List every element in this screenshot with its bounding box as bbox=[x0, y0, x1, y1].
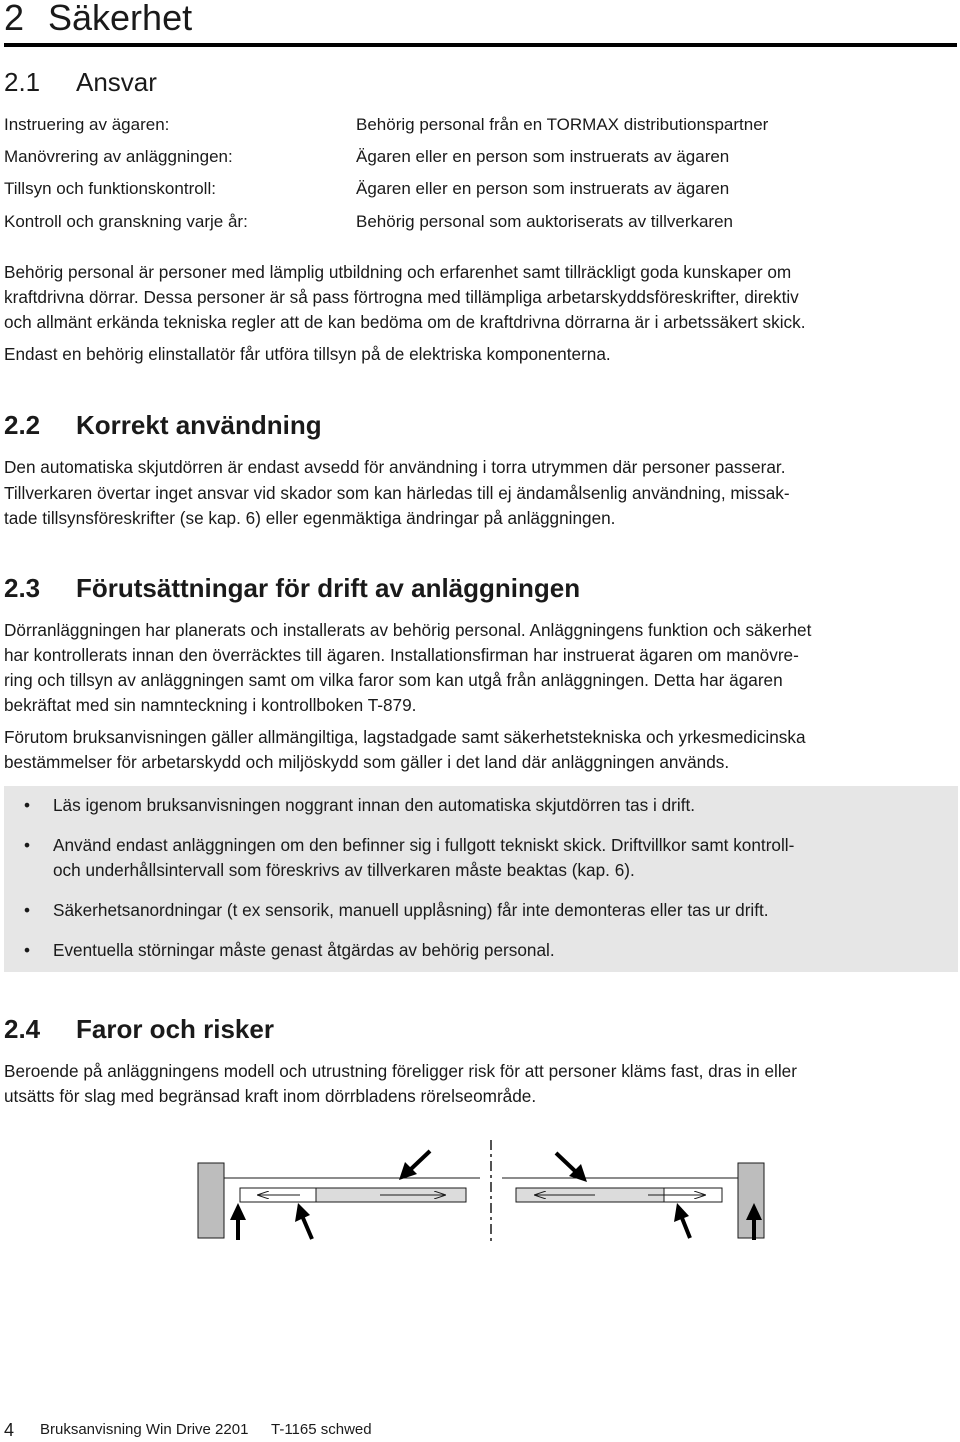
responsibility-row bbox=[4, 176, 960, 202]
chapter-rule bbox=[4, 43, 957, 47]
responsibility-label: Kontroll och granskning varje år: bbox=[4, 212, 248, 231]
chapter-title bbox=[4, 0, 192, 44]
paragraph-line: och allmänt erkända tekniska regler att de kan bedöma om de kraftdrivna dörrarna är i arbetssäkert skick. bbox=[4, 312, 806, 332]
bullet-dot: • bbox=[24, 795, 31, 815]
paragraph-line: bestämmelser för arbetarskydd och miljöskydd som gäller i det land där anläggningen används. bbox=[4, 752, 730, 772]
hazard-arrow-down-left-closing-edge bbox=[399, 1151, 430, 1180]
list-item-text: och underhållsintervall som föreskrivs av tillverkaren måste beaktas (kap. 6). bbox=[53, 860, 635, 880]
hazard-arrow-up-left-leaf bbox=[295, 1203, 312, 1239]
paragraph-line: Beroende på anläggningens modell och utrustning föreligger risk för att personer kläms fast, dras in eller bbox=[4, 1061, 797, 1081]
section-2-1-heading bbox=[4, 64, 157, 100]
chapter-title-text: Säkerhet bbox=[48, 0, 193, 38]
section-title: Ansvar bbox=[76, 67, 157, 97]
paragraph-line: Förutom bruksanvisningen gäller allmängiltiga, lagstadgade samt säkerhetstekniska och yrkesmedicinska bbox=[4, 727, 806, 747]
footer-document-code: T-1165 schwed bbox=[271, 1421, 372, 1438]
responsibility-value: Behörig personal från en TORMAX distributionspartner bbox=[356, 115, 769, 134]
paragraph-line: utsätts för slag med begränsad kraft inom dörrbladens rörelseområde. bbox=[4, 1086, 537, 1106]
page-number: 4 bbox=[4, 1420, 15, 1440]
bullet-dot: • bbox=[24, 835, 31, 855]
safety-notes-box bbox=[4, 786, 958, 972]
paragraph-line: Dörranläggningen har planerats och installerats av behörig personal. Anläggningens funktion och säkerhet bbox=[4, 620, 812, 640]
responsibility-value: Ägaren eller en person som instruerats av ägaren bbox=[356, 147, 730, 166]
chapter-number: 2 bbox=[4, 0, 25, 38]
section-number: 2.4 bbox=[4, 1014, 41, 1044]
hazard-arrow-up-right-leaf bbox=[674, 1203, 690, 1238]
list-item-text: Använd endast anläggningen om den befinner sig i fullgott tekniskt skick. Driftvillkor samt kontroll- bbox=[53, 835, 795, 855]
paragraph-line: ring och tillsyn av anläggningen samt om vilka faror som kan utgå från anläggningen. Detta har ägaren bbox=[4, 670, 783, 690]
paragraph-line: kraftdrivna dörrar. Dessa personer är så pass förtrogna med tillämpliga arbetarskyddsföreskrifter, direktiv bbox=[4, 287, 799, 307]
paragraph-line: Behörig personal är personer med lämplig utbildning och erfarenhet samt tillräckligt goda kunskaper om bbox=[4, 262, 792, 282]
responsibility-value: Behörig personal som auktoriserats av tillverkaren bbox=[356, 212, 734, 231]
responsibility-row bbox=[4, 209, 960, 235]
electrician-paragraph: Endast en behörig elinstallatör får utföra tillsyn på de elektriska komponenterna. bbox=[4, 344, 611, 364]
section-2-4-heading bbox=[4, 1011, 274, 1047]
left-wall bbox=[198, 1163, 224, 1238]
responsibility-row bbox=[4, 112, 960, 138]
responsibility-label: Manövrering av anläggningen: bbox=[4, 147, 233, 166]
section-2-2-heading bbox=[4, 407, 322, 443]
responsibility-row bbox=[4, 144, 960, 170]
footer-document-title: Bruksanvisning Win Drive 2201 bbox=[40, 1421, 249, 1438]
responsibility-label: Tillsyn och funktionskontroll: bbox=[4, 179, 216, 198]
bullet-dot: • bbox=[24, 900, 31, 920]
responsibility-label: Instruering av ägaren: bbox=[4, 115, 170, 134]
section-number: 2.2 bbox=[4, 410, 41, 440]
responsibility-value: Ägaren eller en person som instruerats av ägaren bbox=[356, 179, 730, 198]
paragraph-line: har kontrollerats innan den överräcktes till ägaren. Installationsfirman har instruerat ägaren om manövre- bbox=[4, 645, 799, 665]
bullet-dot: • bbox=[24, 940, 31, 960]
paragraph-line: Den automatiska skjutdörren är endast avsedd för användning i torra utrymmen där personer passerar. bbox=[4, 457, 786, 477]
section-number: 2.1 bbox=[4, 67, 41, 97]
section-number: 2.3 bbox=[4, 573, 41, 603]
paragraph-line: Tillverkaren övertar inget ansvar vid skador som kan härledas till ej ändamålsenlig användning, missak- bbox=[4, 483, 790, 503]
paragraph-line: tade tillsynsföreskrifter (se kap. 6) eller egenmäktiga ändringar på anläggningen. bbox=[4, 508, 616, 528]
section-title: Förutsättningar för drift av anläggningen bbox=[76, 573, 581, 603]
section-title: Korrekt användning bbox=[76, 410, 322, 440]
paragraph-line: bekräftat med sin namnteckning i kontrollboken T-879. bbox=[4, 695, 417, 715]
sliding-door-hazard-diagram bbox=[0, 1135, 960, 1245]
right-wall bbox=[738, 1163, 764, 1238]
section-title: Faror och risker bbox=[76, 1014, 274, 1044]
hazard-arrow-up-left-wall bbox=[230, 1203, 246, 1240]
list-item-text: Läs igenom bruksanvisningen noggrant innan den automatiska skjutdörren tas i drift. bbox=[53, 795, 696, 815]
list-item-text: Eventuella störningar måste genast åtgärdas av behörig personal. bbox=[53, 940, 555, 960]
section-2-3-heading bbox=[4, 570, 580, 606]
list-item-text: Säkerhetsanordningar (t ex sensorik, manuell upplåsning) får inte demonteras eller tas ur drift. bbox=[53, 900, 769, 920]
